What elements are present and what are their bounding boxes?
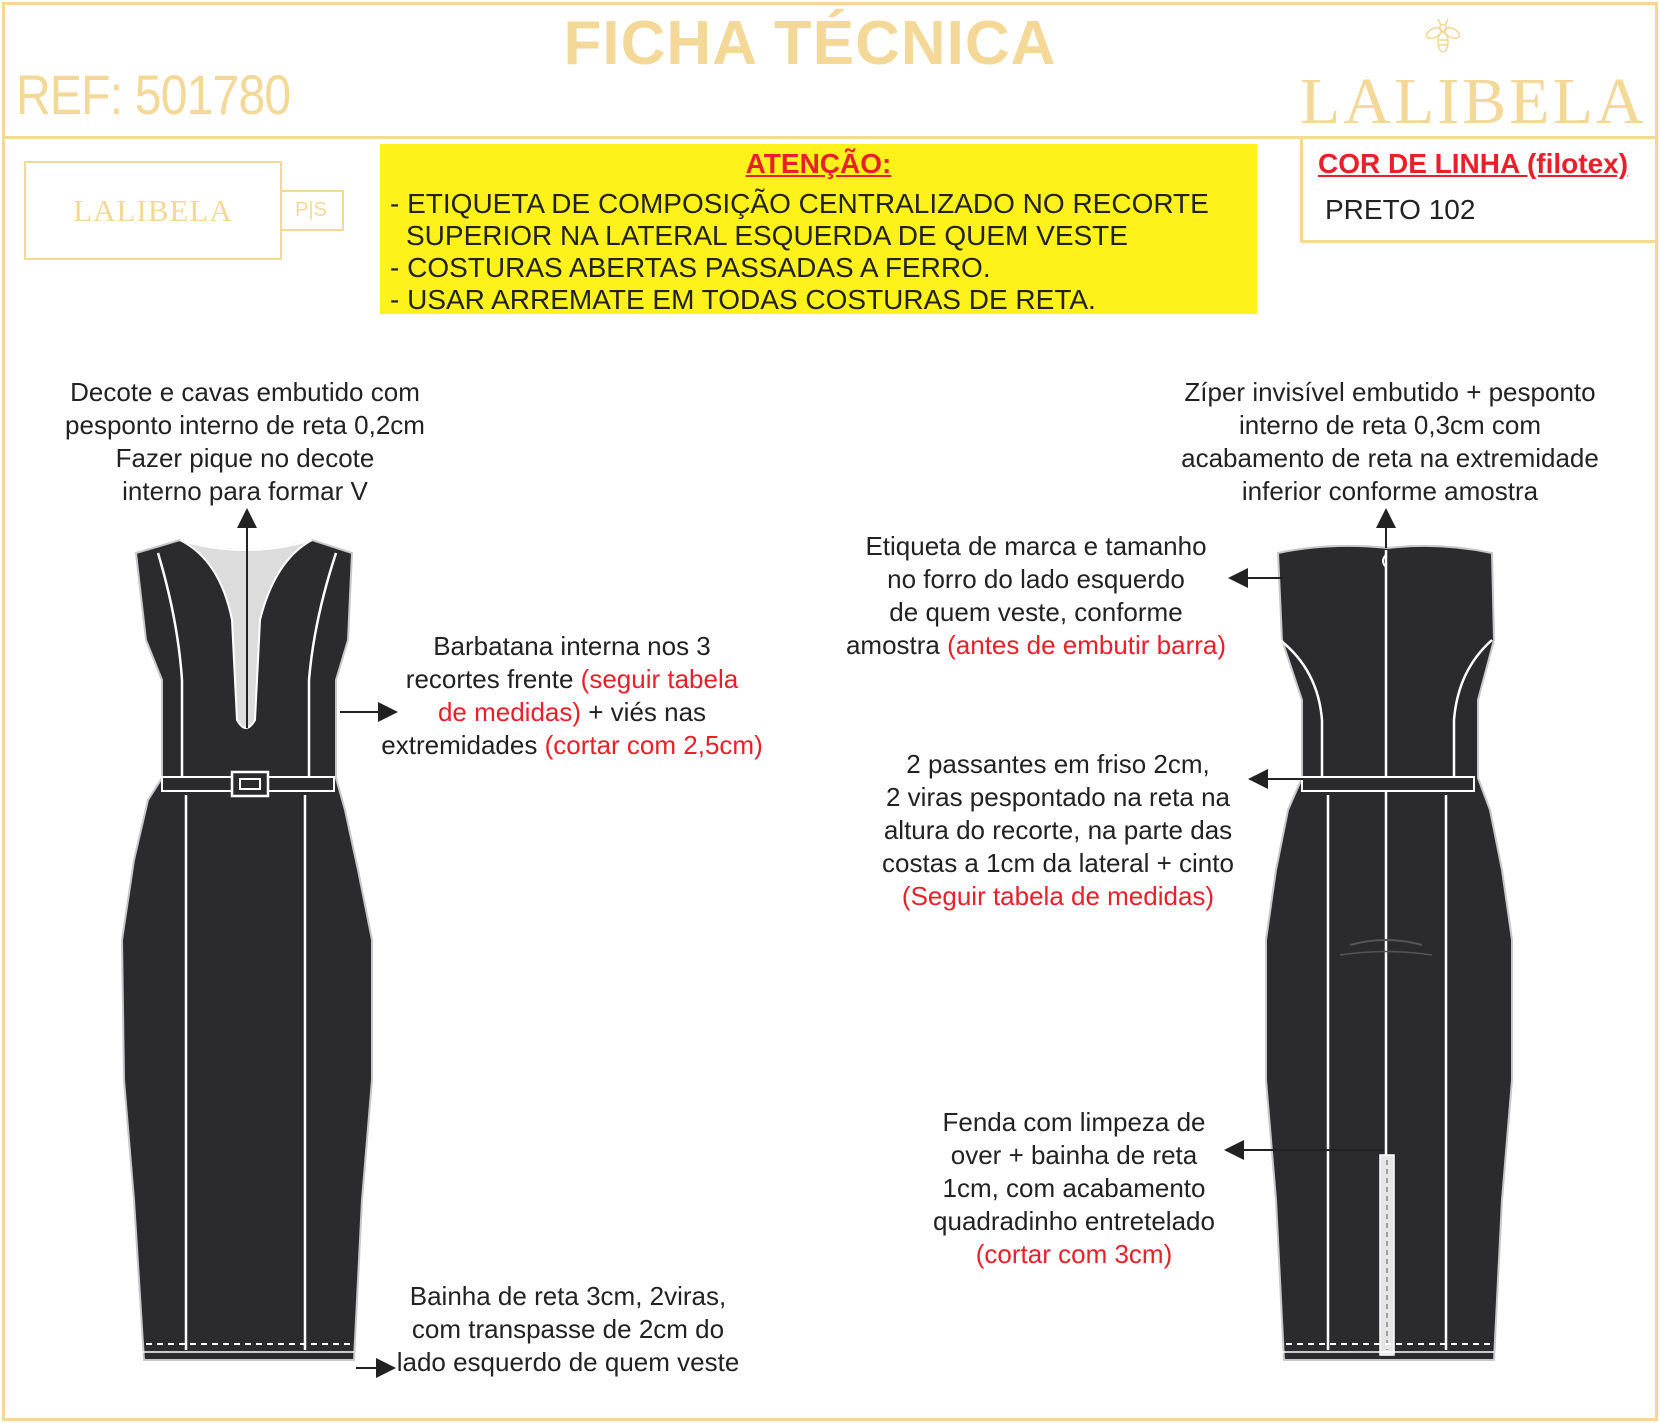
- note-line: over + bainha de reta: [950, 1140, 1198, 1170]
- slit-note: [874, 1106, 1274, 1271]
- front-neckline-note: [38, 376, 452, 508]
- note-line: 2 viras pespontado na reta na: [885, 782, 1231, 812]
- back-dress: [1266, 546, 1512, 1360]
- note-line: Barbatana interna nos 3: [433, 631, 711, 661]
- note-highlight: de medidas): [437, 697, 582, 727]
- note-line: de quem veste, conforme: [889, 597, 1183, 627]
- note-line: inferior conforme amostra: [1241, 476, 1539, 506]
- note-line: [352, 696, 792, 729]
- note-line: pesponto interno de reta 0,2cm: [65, 410, 425, 440]
- note-text: recortes frente: [405, 664, 581, 694]
- belt-buckle: [232, 772, 268, 796]
- note-line: 2 passantes em friso 2cm,: [906, 749, 1210, 779]
- thread-color-title: COR DE LINHA (filotex): [1318, 148, 1629, 179]
- note-line: interno para formar V: [122, 476, 368, 506]
- note-line: Etiqueta de marca e tamanho: [865, 531, 1207, 561]
- note-text: extremidades: [381, 730, 545, 760]
- note-highlight: (Seguir tabela de medidas): [901, 881, 1215, 911]
- note-line: Bainha de reta 3cm, 2viras,: [409, 1281, 727, 1311]
- note-line: [352, 729, 792, 762]
- note-line: 1cm, com acabamento: [942, 1173, 1206, 1203]
- note-line: lado esquerdo de quem veste: [396, 1347, 740, 1377]
- note-line: no forro do lado esquerdo: [887, 564, 1185, 594]
- zipper-note: [1150, 376, 1630, 508]
- thread-color-value: PRETO 102: [1325, 194, 1476, 225]
- size-tab: P|S: [280, 190, 344, 231]
- hem-note: [368, 1280, 768, 1379]
- attention-line: - COSTURAS ABERTAS PASSADAS A FERRO.: [390, 252, 991, 283]
- note-line: Fazer pique no decote: [115, 443, 375, 473]
- note-line: [836, 629, 1236, 662]
- note-line: quadradinho entretelado: [933, 1206, 1215, 1236]
- note-highlight: (seguir tabela: [580, 664, 739, 694]
- attention-line: SUPERIOR NA LATERAL ESQUERDA DE QUEM VESTE: [406, 220, 1128, 251]
- label-brand-text: LALIBELA: [73, 193, 233, 228]
- attention-line: - ETIQUETA DE COMPOSIÇÃO CENTRALIZADO NO RECORTE: [390, 188, 1209, 219]
- reference-code: REF: 501780: [16, 63, 291, 126]
- note-line: Zíper invisível embutido + pesponto: [1184, 377, 1596, 407]
- note-line: interno de reta 0,3cm com: [1238, 410, 1542, 440]
- note-highlight: (antes de embutir barra): [947, 630, 1227, 660]
- brand-label-note: [836, 530, 1236, 662]
- attention-title: ATENÇÃO:: [745, 148, 892, 179]
- note-highlight: (cortar com 2,5cm): [544, 730, 763, 760]
- note-line: Fenda com limpeza de: [942, 1107, 1206, 1137]
- note-line: [352, 663, 792, 696]
- attention-line: - USAR ARREMATE EM TODAS COSTURAS DE RETA.: [390, 284, 1096, 315]
- back-belt: [1302, 777, 1474, 791]
- belt-loops-note: [858, 748, 1258, 913]
- note-line: costas a 1cm da lateral + cinto: [882, 848, 1234, 878]
- note-line: altura do recorte, na parte das: [883, 815, 1233, 845]
- page-title: FICHA TÉCNICA: [563, 9, 1057, 78]
- brand-logo: LALIBELA: [1300, 65, 1647, 138]
- note-line: com transpasse de 2cm do: [411, 1314, 725, 1344]
- note-line: Decote e cavas embutido com: [70, 377, 420, 407]
- boning-note: [352, 630, 792, 762]
- note-text: + viés nas: [581, 697, 707, 727]
- note-text: amostra: [845, 630, 948, 660]
- note-highlight: (cortar com 3cm): [975, 1239, 1173, 1269]
- note-line: acabamento de reta na extremidade: [1181, 443, 1599, 473]
